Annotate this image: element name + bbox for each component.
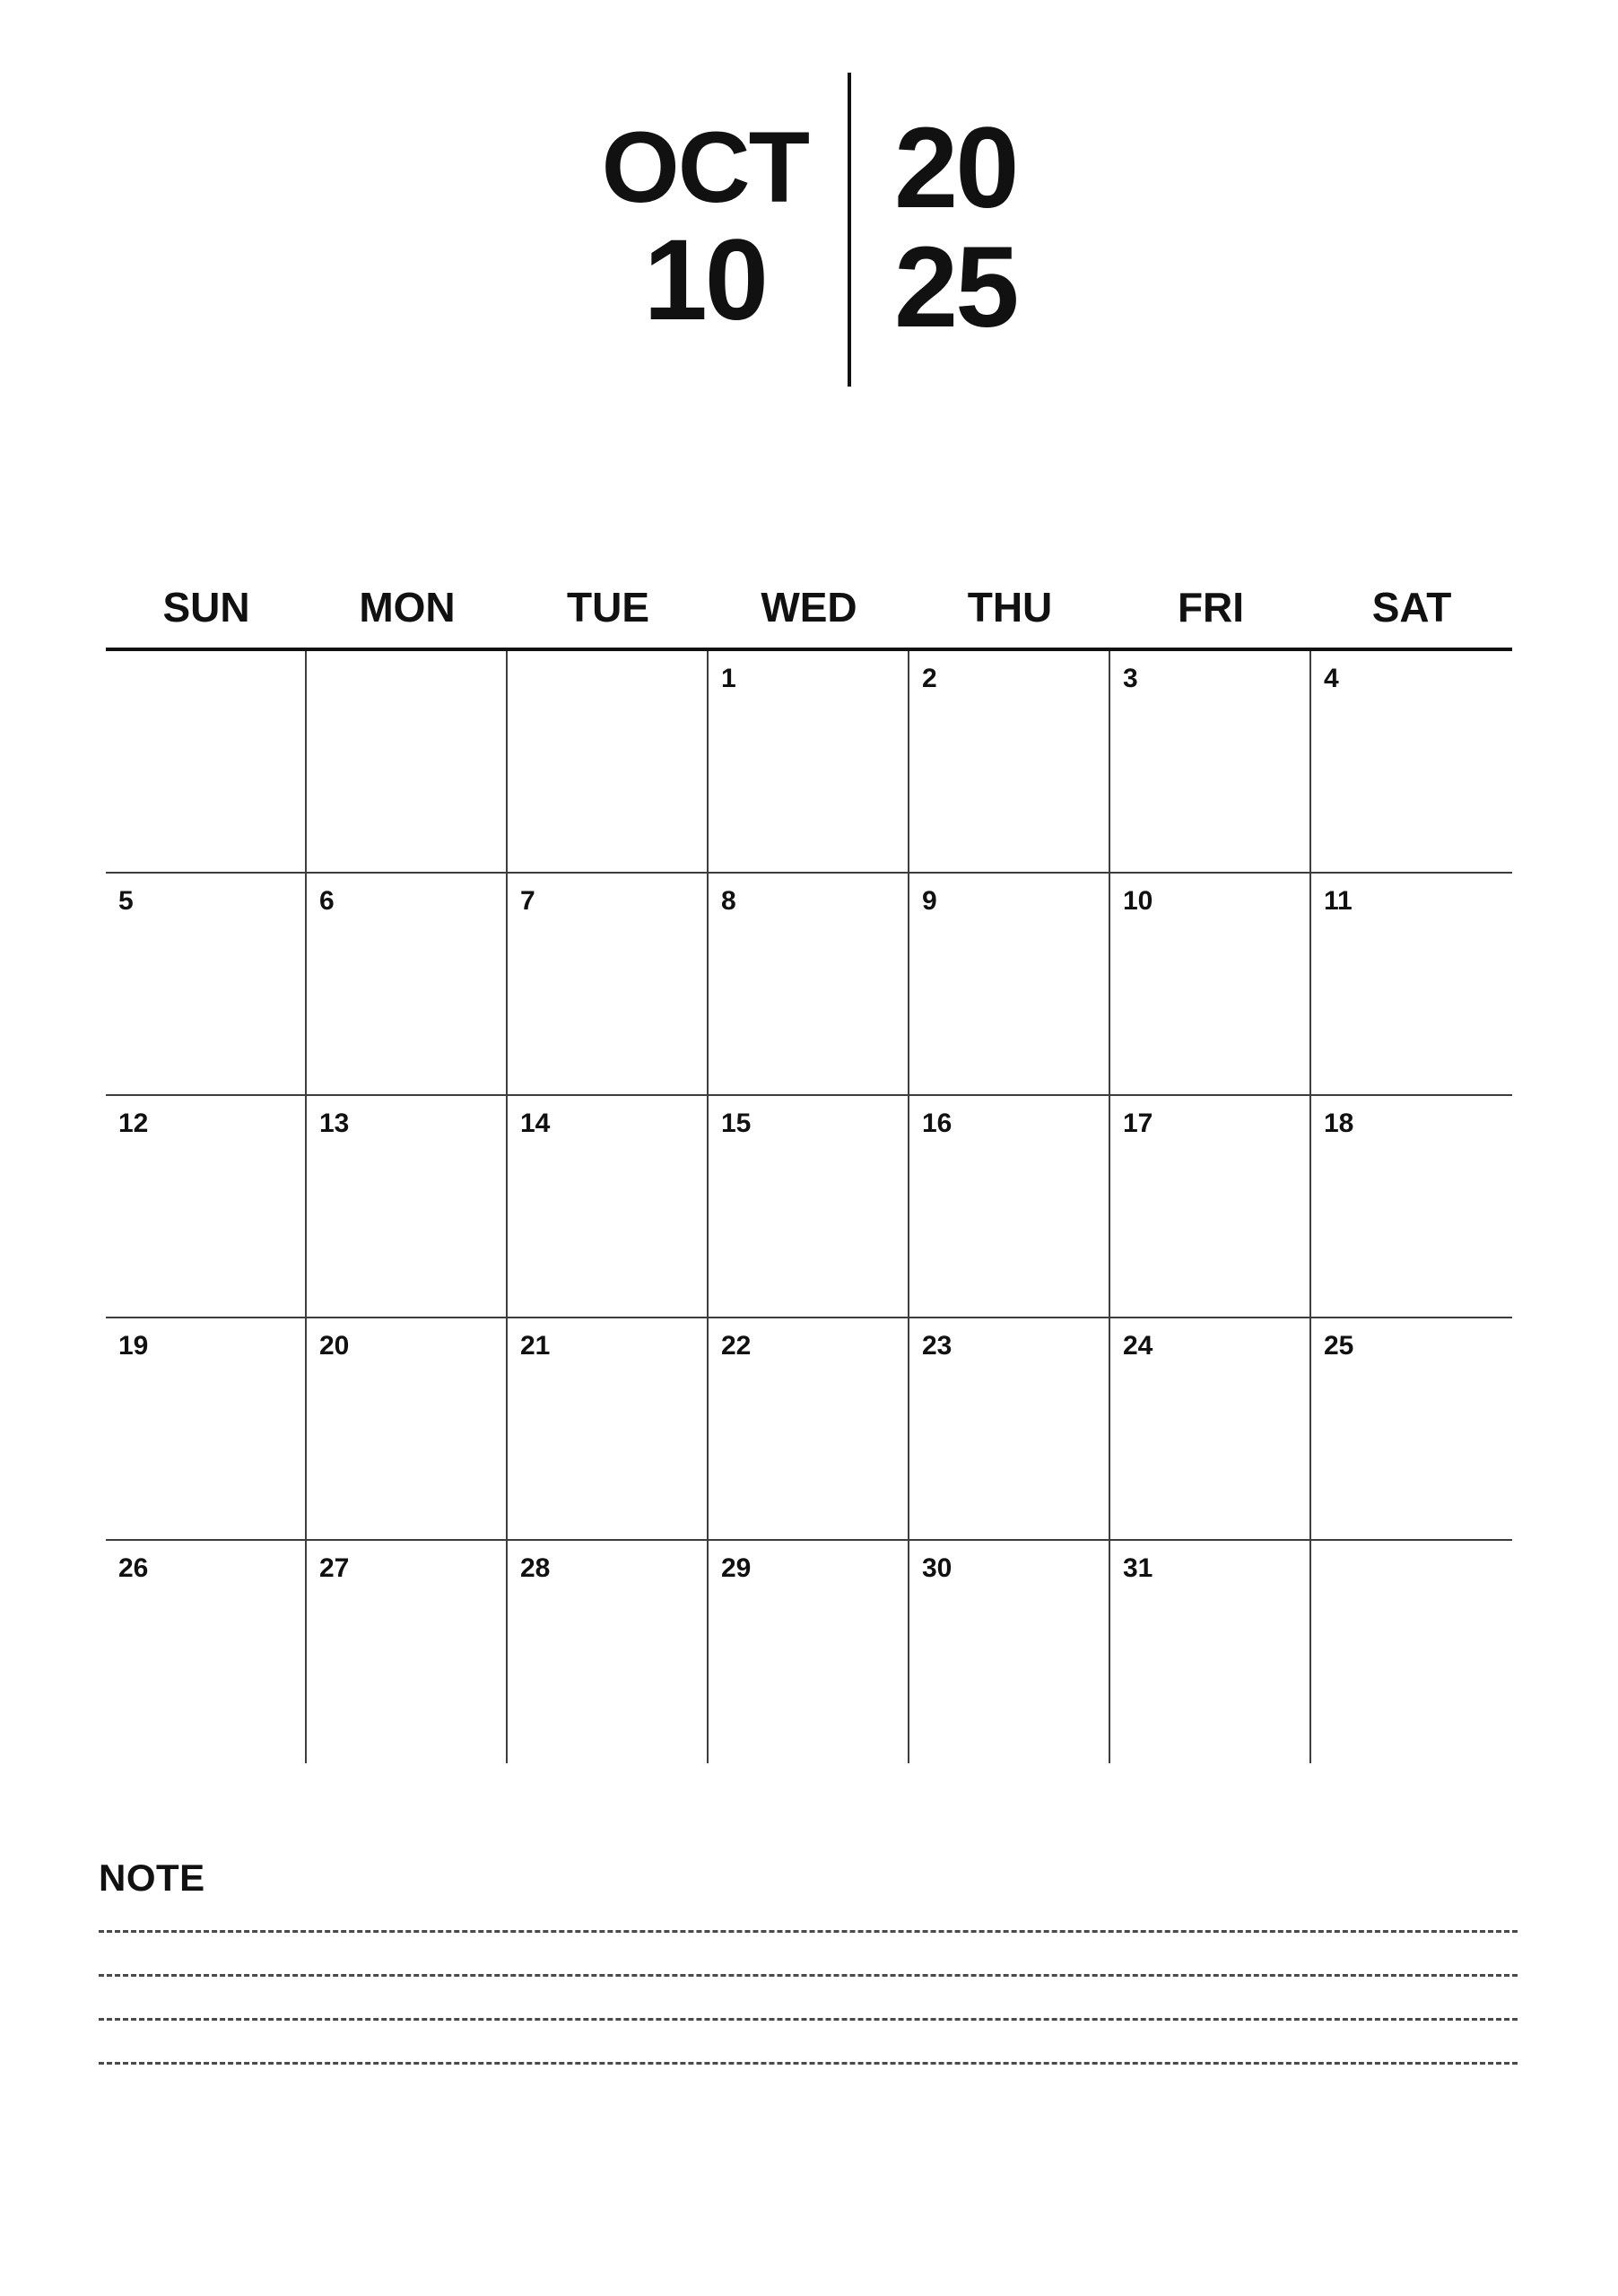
calendar-day-cell[interactable]: 29 — [709, 1541, 909, 1763]
calendar-day-cell[interactable]: 15 — [709, 1096, 909, 1317]
year-second-half: 25 — [894, 223, 1017, 352]
year-block — [851, 69, 1016, 387]
note-line[interactable] — [99, 2018, 1518, 2021]
calendar-day-cell[interactable]: 4 — [1324, 664, 1339, 693]
calendar-day-cell[interactable]: 9 — [909, 874, 1110, 1094]
calendar-day-cell[interactable]: 13 — [307, 1096, 508, 1317]
calendar-day-cell[interactable]: 6 — [307, 874, 508, 1094]
note-line[interactable] — [99, 1974, 1518, 1977]
day-of-week-sat: SAT — [1371, 584, 1452, 631]
day-of-week-mon: MON — [359, 584, 456, 631]
calendar-day-cell[interactable]: 22 — [709, 1318, 909, 1539]
calendar-day-cell[interactable] — [508, 651, 709, 872]
calendar-header — [0, 0, 1618, 352]
calendar-day-cell[interactable] — [307, 651, 508, 872]
calendar-weeks — [106, 651, 1512, 1763]
calendar-day-cell[interactable]: 3 — [1110, 651, 1311, 872]
calendar-week-row — [106, 1318, 1512, 1541]
note-lines — [99, 1930, 1518, 2065]
calendar-day-cell[interactable] — [1311, 1541, 1512, 1763]
calendar-day-cell[interactable]: 20 — [307, 1318, 508, 1539]
header-inner — [602, 69, 1017, 387]
calendar-day-cell[interactable]: 19 — [106, 1318, 307, 1539]
calendar-grid — [106, 583, 1512, 1763]
calendar-day-cell[interactable]: 12 — [106, 1096, 307, 1317]
calendar-day-cell[interactable]: 17 — [1110, 1096, 1311, 1317]
calendar-day-cell[interactable]: 1 — [709, 651, 909, 872]
month-number: 10 — [643, 216, 766, 344]
calendar-day-cell[interactable]: 28 — [508, 1541, 709, 1763]
day-of-week-thu: THU — [967, 584, 1053, 631]
calendar-day-cell[interactable]: 8 — [709, 874, 909, 1094]
day-of-week-wed: WED — [761, 584, 857, 631]
calendar-day-cell[interactable]: 10 — [1110, 874, 1311, 1094]
calendar-day-cell[interactable]: 24 — [1110, 1318, 1311, 1539]
day-of-week-header-row — [106, 583, 1512, 651]
calendar-day-cell[interactable]: 14 — [508, 1096, 709, 1317]
note-line[interactable] — [99, 1930, 1518, 1933]
calendar-day-cell[interactable]: 27 — [307, 1541, 508, 1763]
calendar-day-cell[interactable]: 23 — [909, 1318, 1110, 1539]
month-name: OCT — [601, 111, 809, 223]
calendar-day-cell[interactable]: 21 — [508, 1318, 709, 1539]
calendar-day-cell[interactable] — [106, 651, 307, 872]
calendar-week-row — [106, 1096, 1512, 1318]
calendar-day-cell[interactable]: 18 — [1324, 1109, 1354, 1138]
calendar-day-cell[interactable]: 16 — [909, 1096, 1110, 1317]
calendar-day-cell[interactable]: 31 — [1110, 1541, 1311, 1763]
calendar-day-cell[interactable]: 26 — [106, 1541, 307, 1763]
note-line[interactable] — [99, 2062, 1518, 2065]
calendar-week-row — [106, 874, 1512, 1096]
calendar-day-cell[interactable]: 30 — [909, 1541, 1110, 1763]
calendar-day-cell[interactable]: 11 — [1324, 886, 1353, 916]
month-block — [602, 69, 848, 387]
calendar-day-cell[interactable]: 25 — [1324, 1331, 1354, 1361]
calendar-week-row — [106, 1541, 1512, 1763]
day-of-week-fri: FRI — [1177, 584, 1245, 631]
year-first-half: 20 — [894, 103, 1017, 232]
calendar-week-row — [106, 651, 1512, 874]
calendar-day-cell[interactable]: 5 — [106, 874, 307, 1094]
note-title: NOTE — [99, 1857, 205, 1899]
note-section — [99, 1857, 1518, 2065]
calendar-day-cell[interactable]: 2 — [909, 651, 1110, 872]
day-of-week-sun: SUN — [162, 584, 250, 631]
calendar-day-cell[interactable]: 7 — [508, 874, 709, 1094]
day-of-week-tue: TUE — [567, 584, 649, 631]
